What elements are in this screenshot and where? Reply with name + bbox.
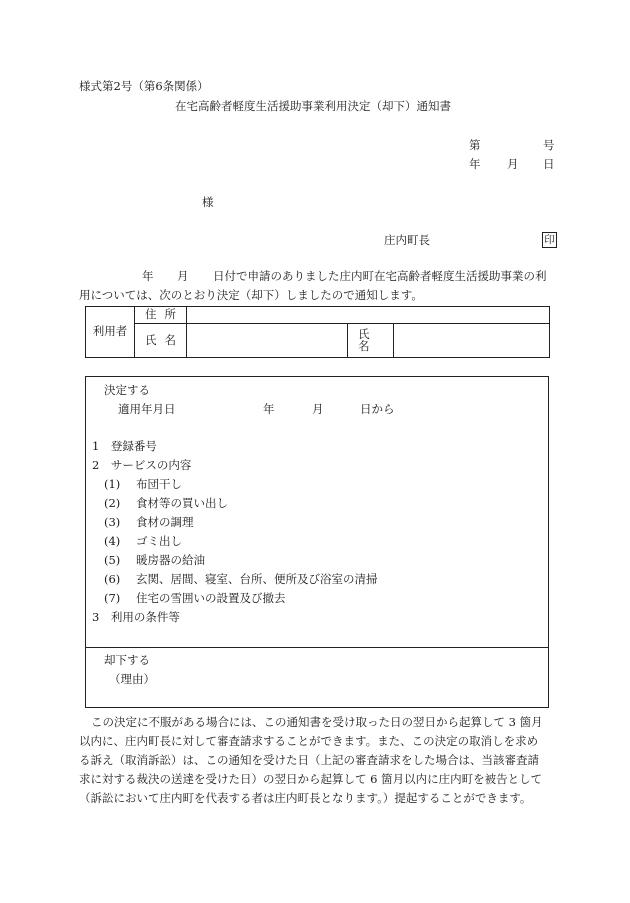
apply-month-label: 月 (312, 402, 324, 416)
apply-year-label: 年 (263, 402, 275, 416)
name-label: 氏名 (145, 332, 184, 347)
notice-line-1: この決定に不服がある場合には、この通知書を受け取った日の翌日から起算して 3 箇月 (91, 715, 543, 729)
intro-text-line1: 日付で申請のありました庄内町在宅高齢者軽度生活援助事業の利 (213, 269, 547, 283)
decision-divider (85, 647, 549, 648)
intro-month-label: 月 (177, 269, 189, 283)
notice-line-3: る訴え（取消訴訟）は、この通知を受けた日（上記の審査請求をした場合は、当該審査請 (79, 753, 539, 767)
service-text-7: 住宅の雪囲いの設置及び撤去 (136, 591, 286, 605)
service-num-5: (5) (104, 553, 121, 567)
intro-year-label: 年 (142, 269, 154, 283)
doc-no-suffix: 号 (543, 138, 555, 152)
apply-day-from-label: 日から (360, 402, 395, 416)
user-header: 利用者 (92, 324, 128, 339)
user-header-cell (86, 307, 135, 358)
name-value-cell-2[interactable] (394, 324, 550, 358)
name-label-cell-2 (348, 324, 394, 358)
service-num-7: (7) (104, 591, 121, 605)
item-service-content: 2 サービスの内容 (92, 458, 192, 472)
apply-date-label: 適用年月日 (118, 402, 176, 416)
address-label: 住所 (145, 307, 184, 322)
date-month-label: 月 (507, 157, 519, 171)
service-num-4: (4) (104, 534, 121, 548)
date-year-label: 年 (469, 157, 481, 171)
service-num-1: (1) (104, 477, 121, 491)
service-text-2: 食材等の買い出し (136, 496, 228, 510)
date-day-label: 日 (543, 157, 555, 171)
seal-mark: 印 (542, 232, 557, 248)
doc-no-prefix: 第 (469, 138, 481, 152)
address-label-cell (135, 307, 187, 324)
issuer-name: 庄内町長 (384, 233, 430, 247)
item-registration-number: 1 登録番号 (92, 439, 157, 453)
intro-text-line2: 用については、次のとおり決定（却下）しましたので通知します。 (79, 288, 423, 302)
approve-heading: 決定する (104, 383, 150, 397)
notice-line-2: 以内に、庄内町長に対して審査請求することができます。また、この決定の取消しを求め (79, 734, 539, 748)
service-num-6: (6) (104, 572, 121, 586)
service-text-5: 暖房器の給油 (136, 553, 205, 567)
address-value-cell[interactable] (187, 307, 550, 324)
form-number: 様式第2号（第6条関係） (79, 79, 209, 93)
name-label-cell (135, 324, 187, 358)
notice-line-5: （訴訟において庄内町を代表する者は庄内町長となります。）提起することができます。 (79, 791, 532, 805)
name-value-cell[interactable] (187, 324, 348, 358)
service-text-4: ゴミ出し (136, 534, 182, 548)
name-label-2: 氏名 (358, 327, 378, 353)
page-title: 在宅高齢者軽度生活援助事業利用決定（却下）通知書 (175, 99, 451, 113)
reason-label: （理由） (109, 672, 155, 686)
user-table (85, 306, 550, 358)
service-text-1: 布団干し (136, 477, 182, 491)
service-text-3: 食材の調理 (136, 515, 194, 529)
item-usage-conditions: 3 利用の条件等 (92, 610, 180, 624)
addressee-suffix: 様 (202, 195, 214, 209)
service-text-6: 玄関、居間、寝室、台所、便所及び浴室の清掃 (136, 572, 378, 586)
service-num-3: (3) (104, 515, 121, 529)
reject-heading: 却下する (104, 653, 150, 667)
service-num-2: (2) (104, 496, 121, 510)
notice-line-4: 求に対する裁決の送達を受けた日）の翌日から起算して 6 箇月以内に庄内町を被告として (79, 772, 543, 786)
